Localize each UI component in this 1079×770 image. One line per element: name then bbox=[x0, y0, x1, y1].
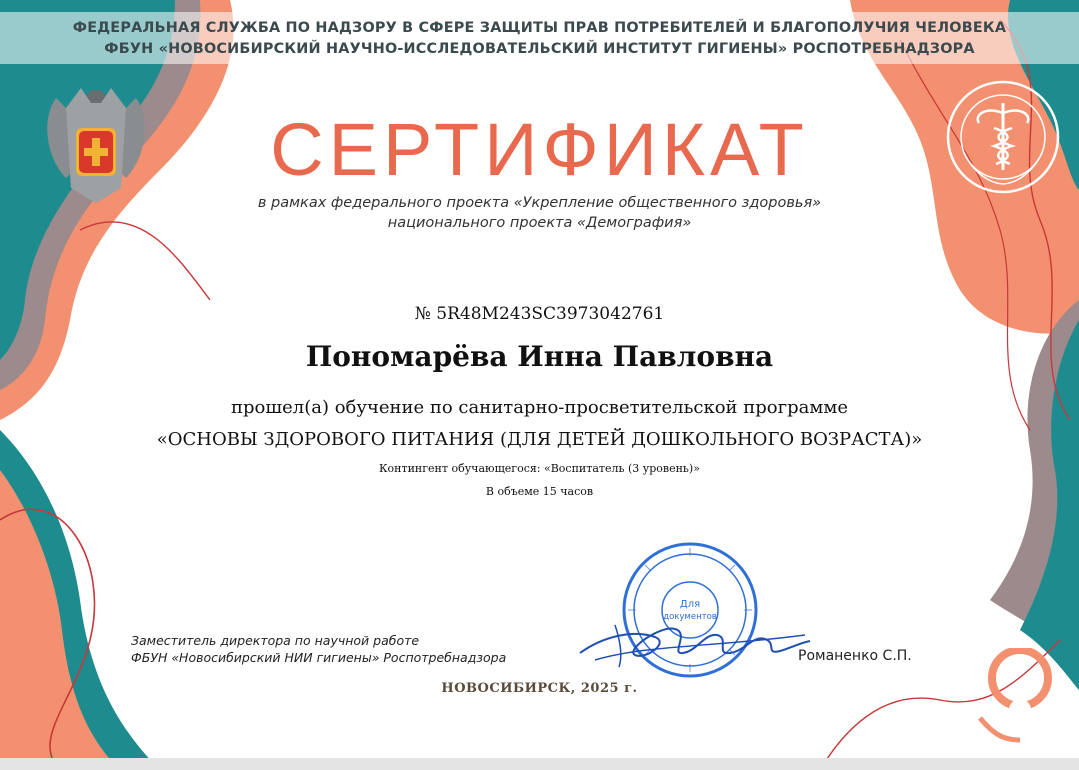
recipient-name: Пономарёва Инна Павловна bbox=[305, 340, 774, 373]
child-figure-logo-icon bbox=[975, 648, 1055, 748]
header-line-2: ФБУН «НОВОСИБИРСКИЙ НАУЧНО-ИССЛЕДОВАТЕЛЬСКИЙ ИНСТИТУТ ГИГИЕНЫ» РОСПОТРЕБНАДЗОРА bbox=[104, 41, 975, 57]
bottom-bar bbox=[0, 758, 1079, 770]
handwritten-signature bbox=[575, 605, 815, 675]
program-name: «ОСНОВЫ ЗДОРОВОГО ПИТАНИЯ (ДЛЯ ДЕТЕЙ ДОШКОЛЬНОГО ВОЗРАСТА)» bbox=[156, 429, 923, 450]
header-line-1: ФЕДЕРАЛЬНАЯ СЛУЖБА ПО НАДЗОРУ В СФЕРЕ ЗАЩИТЫ ПРАВ ПОТРЕБИТЕЛЕЙ И БЛАГОПОЛУЧИЯ ЧЕЛОВЕКА bbox=[72, 20, 1007, 36]
signer-position bbox=[131, 632, 506, 666]
city-year: НОВОСИБИРСК, 2025 г. bbox=[441, 681, 638, 696]
completion-statement: прошел(а) обучение по санитарно-просветительской программе bbox=[231, 397, 848, 418]
subtitle-line-2: национального проекта «Демография» bbox=[387, 215, 692, 231]
certificate-title: СЕРТИФИКАТ bbox=[270, 108, 809, 191]
signer-position-line-2: ФБУН «Новосибирский НИИ гигиены» Роспотребнадзора bbox=[131, 650, 507, 665]
stamp-center-text-1: Для bbox=[679, 599, 701, 610]
signer-position-line-1: Заместитель директора по научной работе bbox=[131, 633, 420, 648]
issuer-header bbox=[0, 18, 1079, 60]
stamp-center-text-2: документов bbox=[663, 612, 717, 622]
hours-text: В объеме 15 часов bbox=[485, 485, 594, 498]
signer-name: Романенко С.П. bbox=[798, 648, 912, 664]
contingent-text: Контингент обучающегося: «Воспитатель (3 уровень)» bbox=[379, 462, 700, 475]
certificate-number: № 5R48M243SC3973042761 bbox=[414, 304, 665, 324]
project-subtitle bbox=[0, 193, 1079, 233]
subtitle-line-1: в рамках федерального проекта «Укрепление общественного здоровья» bbox=[257, 195, 822, 211]
